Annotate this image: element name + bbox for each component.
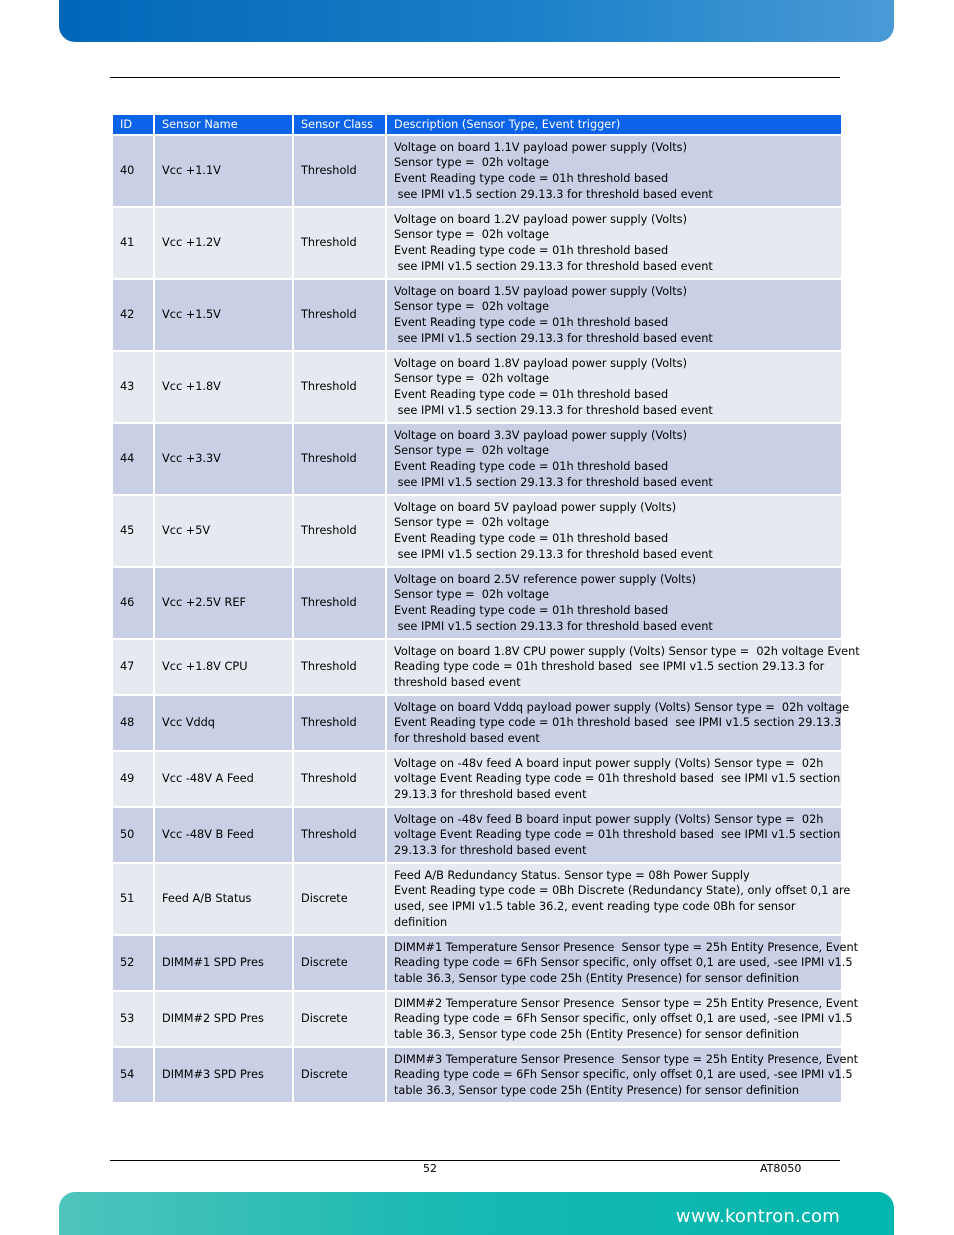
cell-sensor-class: Threshold <box>294 696 385 750</box>
description-line: see IPMI v1.5 section 29.13.3 for threshold based event <box>394 187 713 201</box>
description-line: Voltage on board 1.1V payload power supply (Volts) <box>394 140 687 154</box>
table-row <box>113 752 841 806</box>
cell-id: 43 <box>113 352 153 422</box>
top-banner <box>59 0 894 42</box>
description-line: Voltage on board 1.8V payload power supply (Volts) <box>394 356 687 370</box>
cell-description <box>387 352 841 422</box>
cell-id: 40 <box>113 136 153 206</box>
cell-sensor-class: Discrete <box>294 992 385 1046</box>
cell-description <box>387 136 841 206</box>
description-line: Voltage on board 3.3V payload power supply (Volts) <box>394 428 687 442</box>
cell-id: 44 <box>113 424 153 494</box>
website-link[interactable]: www.kontron.com <box>675 1206 840 1227</box>
cell-sensor-class: Threshold <box>294 280 385 350</box>
cell-description <box>387 752 841 806</box>
cell-sensor-class: Discrete <box>294 1048 385 1102</box>
table-header-row <box>113 115 841 134</box>
cell-sensor-class: Threshold <box>294 640 385 694</box>
cell-description <box>387 280 841 350</box>
description-line: Sensor type = 02h voltage <box>394 588 550 602</box>
description-line: Sensor type = 02h voltage <box>394 228 550 242</box>
description-line: Reading type code = 6Fh Sensor specific, only offset 0,1 are used, -see IPMI v1.5 <box>394 956 853 970</box>
description-line: 29.13.3 for threshold based event <box>394 843 587 857</box>
cell-id: 52 <box>113 936 153 990</box>
cell-id: 50 <box>113 808 153 862</box>
description-line: Event Reading type code = 01h threshold based <box>394 388 669 401</box>
cell-sensor-name: Vcc +1.5V <box>155 280 292 350</box>
cell-id: 41 <box>113 208 153 278</box>
description-line: Sensor type = 02h voltage <box>394 300 550 314</box>
col-header-sensor-class: Sensor Class <box>294 115 385 134</box>
description-line: Voltage on board 5V payload power supply (Volts) <box>394 500 677 514</box>
cell-id: 49 <box>113 752 153 806</box>
description-line: Sensor type = 02h voltage <box>394 516 550 530</box>
description-line: see IPMI v1.5 section 29.13.3 for threshold based event <box>394 619 713 633</box>
description-line: Event Reading type code = 01h threshold based <box>394 316 669 329</box>
cell-description <box>387 808 841 862</box>
cell-sensor-class: Threshold <box>294 752 385 806</box>
cell-sensor-name: Vcc +5V <box>155 496 292 566</box>
description-line: Sensor type = 02h voltage <box>394 444 550 458</box>
cell-sensor-name: Vcc +1.1V <box>155 136 292 206</box>
description-line: for threshold based event <box>394 731 540 745</box>
description-line: table 36.3, Sensor type code 25h (Entity Presence) for sensor definition <box>394 1027 800 1041</box>
description-line: see IPMI v1.5 section 29.13.3 for threshold based event <box>394 475 713 489</box>
footer-rule <box>110 1160 840 1161</box>
description-line: Reading type code = 6Fh Sensor specific, only offset 0,1 are used, -see IPMI v1.5 <box>394 1068 853 1082</box>
cell-sensor-name: Vcc +1.8V CPU <box>155 640 292 694</box>
cell-id: 47 <box>113 640 153 694</box>
cell-id: 48 <box>113 696 153 750</box>
table-row <box>113 992 841 1046</box>
cell-sensor-class: Threshold <box>294 424 385 494</box>
cell-description <box>387 208 841 278</box>
cell-sensor-class: Threshold <box>294 568 385 638</box>
description-line: Event Reading type code = 01h threshold based <box>394 532 669 545</box>
cell-sensor-class: Discrete <box>294 936 385 990</box>
description-line: Voltage on board 2.5V reference power supply (Volts) <box>394 572 696 586</box>
description-line: Voltage on board 1.2V payload power supply (Volts) <box>394 212 687 226</box>
table-row <box>113 1048 841 1102</box>
cell-sensor-class: Discrete <box>294 864 385 934</box>
col-header-id: ID <box>113 115 153 134</box>
table-row <box>113 808 841 862</box>
table-row <box>113 640 841 694</box>
description-line: Voltage on -48v feed A board input power supply (Volts) Sensor type = 02h <box>394 756 824 770</box>
header-rule <box>110 77 840 78</box>
cell-description <box>387 1048 859 1102</box>
description-line: Event Reading type code = 01h threshold based <box>394 460 669 473</box>
table-row <box>113 136 841 206</box>
description-line: Voltage on board 1.8V CPU power supply (Volts) Sensor type = 02h voltage Event <box>394 644 860 658</box>
description-line: DIMM#3 Temperature Sensor Presence Sensor type = 25h Entity Presence, Event <box>394 1052 859 1066</box>
description-line: Event Reading type code = 01h threshold based <box>394 604 669 617</box>
description-line: see IPMI v1.5 section 29.13.3 for threshold based event <box>394 547 713 561</box>
cell-sensor-name: Vcc -48V A Feed <box>155 752 292 806</box>
description-line: see IPMI v1.5 section 29.13.3 for threshold based event <box>394 331 713 345</box>
description-line: table 36.3, Sensor type code 25h (Entity Presence) for sensor definition <box>394 1083 800 1097</box>
description-line: Voltage on board 1.5V payload power supply (Volts) <box>394 284 687 298</box>
description-line: see IPMI v1.5 section 29.13.3 for threshold based event <box>394 403 713 417</box>
cell-sensor-class: Threshold <box>294 808 385 862</box>
cell-sensor-name: Feed A/B Status <box>155 864 292 934</box>
description-line: DIMM#2 Temperature Sensor Presence Sensor type = 25h Entity Presence, Event <box>394 996 859 1010</box>
bottom-banner <box>59 1192 894 1235</box>
cell-sensor-class: Threshold <box>294 208 385 278</box>
sensor-table <box>111 113 860 1104</box>
description-line: threshold based event <box>394 675 521 689</box>
description-line: Feed A/B Redundancy Status. Sensor type = 08h Power Supply <box>394 868 750 882</box>
cell-sensor-name: Vcc +1.2V <box>155 208 292 278</box>
cell-id: 46 <box>113 568 153 638</box>
cell-sensor-name: Vcc +2.5V REF <box>155 568 292 638</box>
description-line: Event Reading type code = 0Bh Discrete (Redundancy State), only offset 0,1 are <box>394 884 851 898</box>
table-row <box>113 496 841 566</box>
cell-id: 51 <box>113 864 153 934</box>
description-line: definition <box>394 915 448 929</box>
cell-sensor-name: Vcc Vddq <box>155 696 292 750</box>
col-header-description: Description (Sensor Type, Event trigger) <box>387 115 841 134</box>
cell-description <box>387 936 859 990</box>
cell-sensor-name: DIMM#3 SPD Pres <box>155 1048 292 1102</box>
description-line: Sensor type = 02h voltage <box>394 372 550 386</box>
description-line: see IPMI v1.5 section 29.13.3 for threshold based event <box>394 259 713 273</box>
cell-sensor-name: Vcc +3.3V <box>155 424 292 494</box>
description-line: Event Reading type code = 01h threshold based see IPMI v1.5 section 29.13.3 <box>394 716 842 730</box>
cell-id: 45 <box>113 496 153 566</box>
description-line: Event Reading type code = 01h threshold based <box>394 244 669 257</box>
cell-sensor-name: Vcc -48V B Feed <box>155 808 292 862</box>
table-row <box>113 864 841 934</box>
cell-description <box>387 568 841 638</box>
table-row <box>113 352 841 422</box>
description-line: Sensor type = 02h voltage <box>394 156 550 170</box>
cell-description <box>387 992 859 1046</box>
table-row <box>113 280 841 350</box>
cell-id: 54 <box>113 1048 153 1102</box>
description-line: Event Reading type code = 01h threshold based <box>394 172 669 185</box>
document-id: AT8050 <box>760 1162 802 1175</box>
table-row <box>113 208 841 278</box>
description-line: Voltage on -48v feed B board input power supply (Volts) Sensor type = 02h <box>394 812 824 826</box>
description-line: table 36.3, Sensor type code 25h (Entity Presence) for sensor definition <box>394 971 800 985</box>
cell-description <box>387 424 841 494</box>
cell-description <box>387 696 850 750</box>
cell-description <box>387 496 841 566</box>
table-row <box>113 696 841 750</box>
description-line: voltage Event Reading type code = 01h threshold based see IPMI v1.5 section <box>394 772 841 786</box>
cell-sensor-class: Threshold <box>294 496 385 566</box>
cell-sensor-name: DIMM#1 SPD Pres <box>155 936 292 990</box>
cell-description <box>387 640 860 694</box>
page-number: 52 <box>423 1162 437 1175</box>
cell-sensor-class: Threshold <box>294 352 385 422</box>
cell-sensor-class: Threshold <box>294 136 385 206</box>
description-line: Voltage on board Vddq payload power supply (Volts) Sensor type = 02h voltage <box>394 700 850 714</box>
description-line: Reading type code = 01h threshold based see IPMI v1.5 section 29.13.3 for <box>394 660 825 674</box>
col-header-sensor-name: Sensor Name <box>155 115 292 134</box>
table-row <box>113 568 841 638</box>
description-line: Reading type code = 6Fh Sensor specific, only offset 0,1 are used, -see IPMI v1.5 <box>394 1012 853 1026</box>
cell-sensor-name: Vcc +1.8V <box>155 352 292 422</box>
description-line: voltage Event Reading type code = 01h threshold based see IPMI v1.5 section <box>394 828 841 842</box>
cell-sensor-name: DIMM#2 SPD Pres <box>155 992 292 1046</box>
cell-id: 42 <box>113 280 153 350</box>
table-row <box>113 424 841 494</box>
cell-id: 53 <box>113 992 153 1046</box>
description-line: 29.13.3 for threshold based event <box>394 787 587 801</box>
cell-description <box>387 864 851 934</box>
description-line: DIMM#1 Temperature Sensor Presence Sensor type = 25h Entity Presence, Event <box>394 940 859 954</box>
table-row <box>113 936 841 990</box>
description-line: used, see IPMI v1.5 table 36.2, event reading type code 0Bh for sensor <box>394 900 796 913</box>
